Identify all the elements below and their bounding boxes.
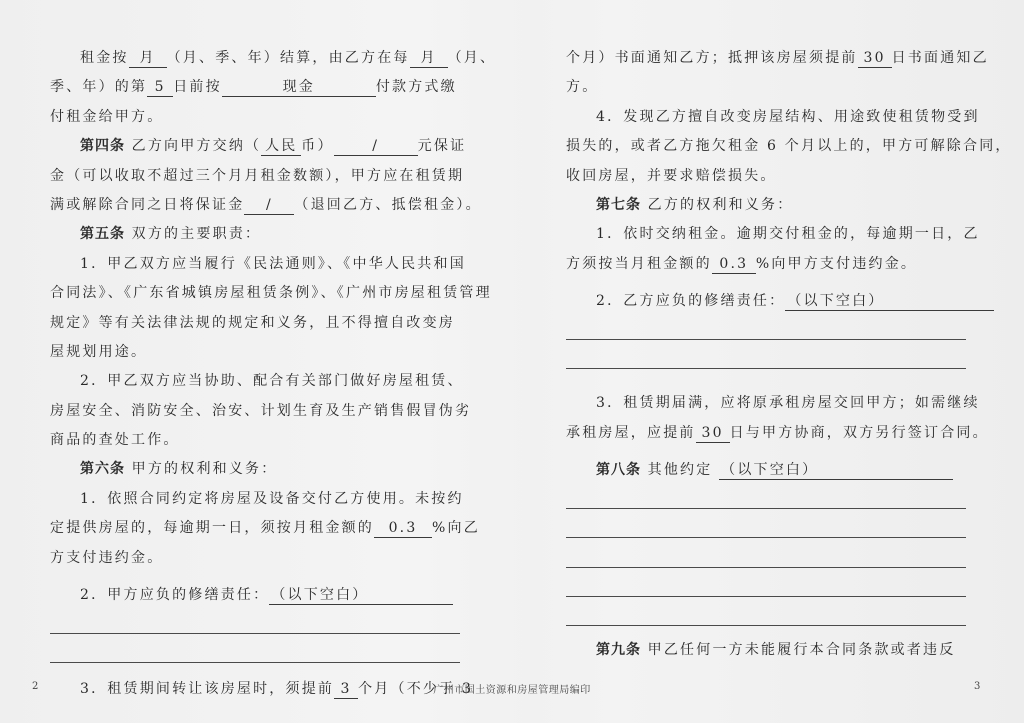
- text: 季、年）的第: [50, 79, 148, 96]
- text-line: 损失的，或者乙方拖欠租金 6 个月以上的，甲方可解除合同，: [566, 138, 1012, 155]
- article-4-line-1: [50, 132, 467, 161]
- text-line: 1．甲乙双方应当履行《民法通则》、《中华人民共和国: [80, 255, 466, 272]
- text: 个月）书面通知乙方；抵押该房屋须提前: [566, 50, 858, 66]
- text: 定提供房屋的，每逾期一日，须按月租金额的: [50, 520, 374, 537]
- blank-line: [566, 574, 966, 603]
- article-8-title: 第八条: [596, 462, 641, 479]
- payment-day-field: 5: [147, 79, 173, 97]
- text: （退回乙方、抵偿租金）。: [294, 196, 482, 213]
- publisher-footer: 广州市国土资源和房屋管理局编印: [433, 685, 591, 696]
- payment-period-field: 月: [410, 50, 448, 68]
- tenant-penalty-rate-field: 0.3: [712, 256, 756, 274]
- payment-method-field: 现金: [222, 79, 376, 97]
- article-6-heading: [50, 455, 460, 484]
- text: 方须按当月租金额的: [566, 255, 712, 272]
- article-7-heading: [566, 191, 966, 220]
- text-line: 方。: [566, 79, 599, 96]
- article-7-2-line: [566, 287, 966, 316]
- text-line: 规定》等有关法律法规的规定和义务，且不得擅自改变房: [50, 314, 455, 331]
- text-line: 4．发现乙方擅自改变房屋结构、用途致使租赁物受到: [596, 108, 980, 125]
- article-9-line: [566, 636, 966, 665]
- text-line: 商品的查处工作。: [50, 432, 180, 449]
- text: 甲方的权利和义务：: [131, 461, 278, 478]
- text-line: 合同法》、《广东省城镇房屋租赁条例》、《广州市房屋租赁管理: [50, 285, 492, 302]
- text: 2．甲方应负的修缮责任：: [80, 587, 270, 604]
- text: 日书面通知乙: [891, 50, 989, 66]
- text: 日前按: [173, 79, 222, 96]
- page-number-left: 2: [32, 681, 39, 692]
- text-line: 1．依照合同约定将房屋及设备交付乙方使用。未按约: [80, 490, 464, 507]
- notice-line: [566, 44, 989, 73]
- text-line: 付租金给甲方。: [50, 108, 164, 125]
- article-7-title: 第七条: [596, 196, 641, 213]
- text: 付款方式缴: [375, 79, 457, 96]
- text-line: 2．甲乙双方应当协助、配合有关部门做好房屋租赁、: [80, 373, 464, 390]
- text: %向甲方支付违约金。: [755, 255, 918, 272]
- text: 日与甲方协商，双方另行签订合同。: [729, 424, 989, 441]
- text: 其他约定: [647, 462, 713, 479]
- rent-settlement-line: [50, 44, 497, 73]
- text: 租金按: [80, 50, 129, 66]
- deposit-handling-field: /: [244, 197, 294, 215]
- notice-months-field: 3: [334, 681, 358, 699]
- text: 元保证: [417, 138, 467, 155]
- text: （月、季、年）结算，由乙方在每: [166, 50, 410, 66]
- blank-line: [50, 610, 460, 639]
- text: 乙方向甲方交纳（: [131, 138, 262, 155]
- article-7-3-line-2: [566, 419, 989, 448]
- text-line: 1．依时交纳租金。逾期交付租金的，每逾期一日，乙: [596, 226, 980, 243]
- blank-line: [566, 544, 966, 573]
- rent-period-field: 月: [129, 50, 167, 68]
- text-line: 收回房屋，并要求赔偿损失。: [566, 167, 777, 184]
- blank-line: [50, 640, 460, 669]
- blank-line: [566, 603, 966, 632]
- page-number-right: 3: [974, 681, 981, 692]
- blank-line: [566, 346, 966, 375]
- landlord-repair-field: （以下空白）: [269, 587, 453, 605]
- other-terms-field: （以下空白）: [719, 462, 953, 480]
- text: 承租房屋，应提前: [566, 424, 696, 441]
- mortgage-notice-days-field: 30: [858, 50, 892, 68]
- text: 甲乙任何一方未能履行本合同条款或者违反: [647, 642, 956, 659]
- right-page-column: [566, 44, 1012, 666]
- blank-line: [566, 485, 966, 514]
- text: 乙方的权利和义务：: [647, 196, 794, 213]
- article-6-2-line: [50, 581, 460, 610]
- text: 2．乙方应负的修缮责任：: [596, 293, 786, 310]
- left-page-column: [50, 44, 497, 705]
- deposit-amount-field: /: [334, 138, 418, 156]
- article-6-title: 第六条: [80, 461, 125, 478]
- text: （月、: [447, 50, 497, 66]
- text-line: 3．租赁期届满，应将原承租房屋交回甲方；如需继续: [596, 395, 980, 412]
- article-8-heading: [566, 456, 966, 485]
- currency-field: 人民: [261, 138, 301, 156]
- article-9-title: 第九条: [596, 642, 641, 659]
- article-7-1-line-2: [566, 250, 966, 279]
- tenant-repair-field: （以下空白）: [785, 293, 994, 311]
- text: 双方的主要职责：: [131, 226, 262, 243]
- text: 币）: [301, 138, 334, 155]
- article-5-heading: [50, 220, 460, 249]
- text-line: 方支付违约金。: [50, 549, 164, 566]
- article-5-title: 第五条: [80, 226, 125, 243]
- rent-payment-line: [50, 73, 460, 102]
- text: 3．租赁期间转让该房屋时，须提前: [80, 681, 335, 698]
- article-4-title: 第四条: [80, 138, 125, 155]
- text-line: 房屋安全、消防安全、治安、计划生育及生产销售假冒伪劣: [50, 402, 472, 419]
- blank-line: [566, 515, 966, 544]
- text-line: 屋规划用途。: [50, 343, 148, 360]
- text-line: 金（可以收取不超过三个月月租金数额），甲方应在租赁期: [50, 167, 465, 184]
- article-4-line-3: [50, 191, 482, 220]
- penalty-rate-field: 0.3: [374, 520, 432, 538]
- text: 个月（不少于 3: [358, 681, 474, 698]
- renewal-notice-days-field: 30: [696, 425, 730, 443]
- text: %向乙: [432, 520, 480, 537]
- text: 满或解除合同之日将保证金: [50, 196, 245, 213]
- blank-line: [566, 317, 966, 346]
- article-6-1-line-2: [50, 514, 480, 543]
